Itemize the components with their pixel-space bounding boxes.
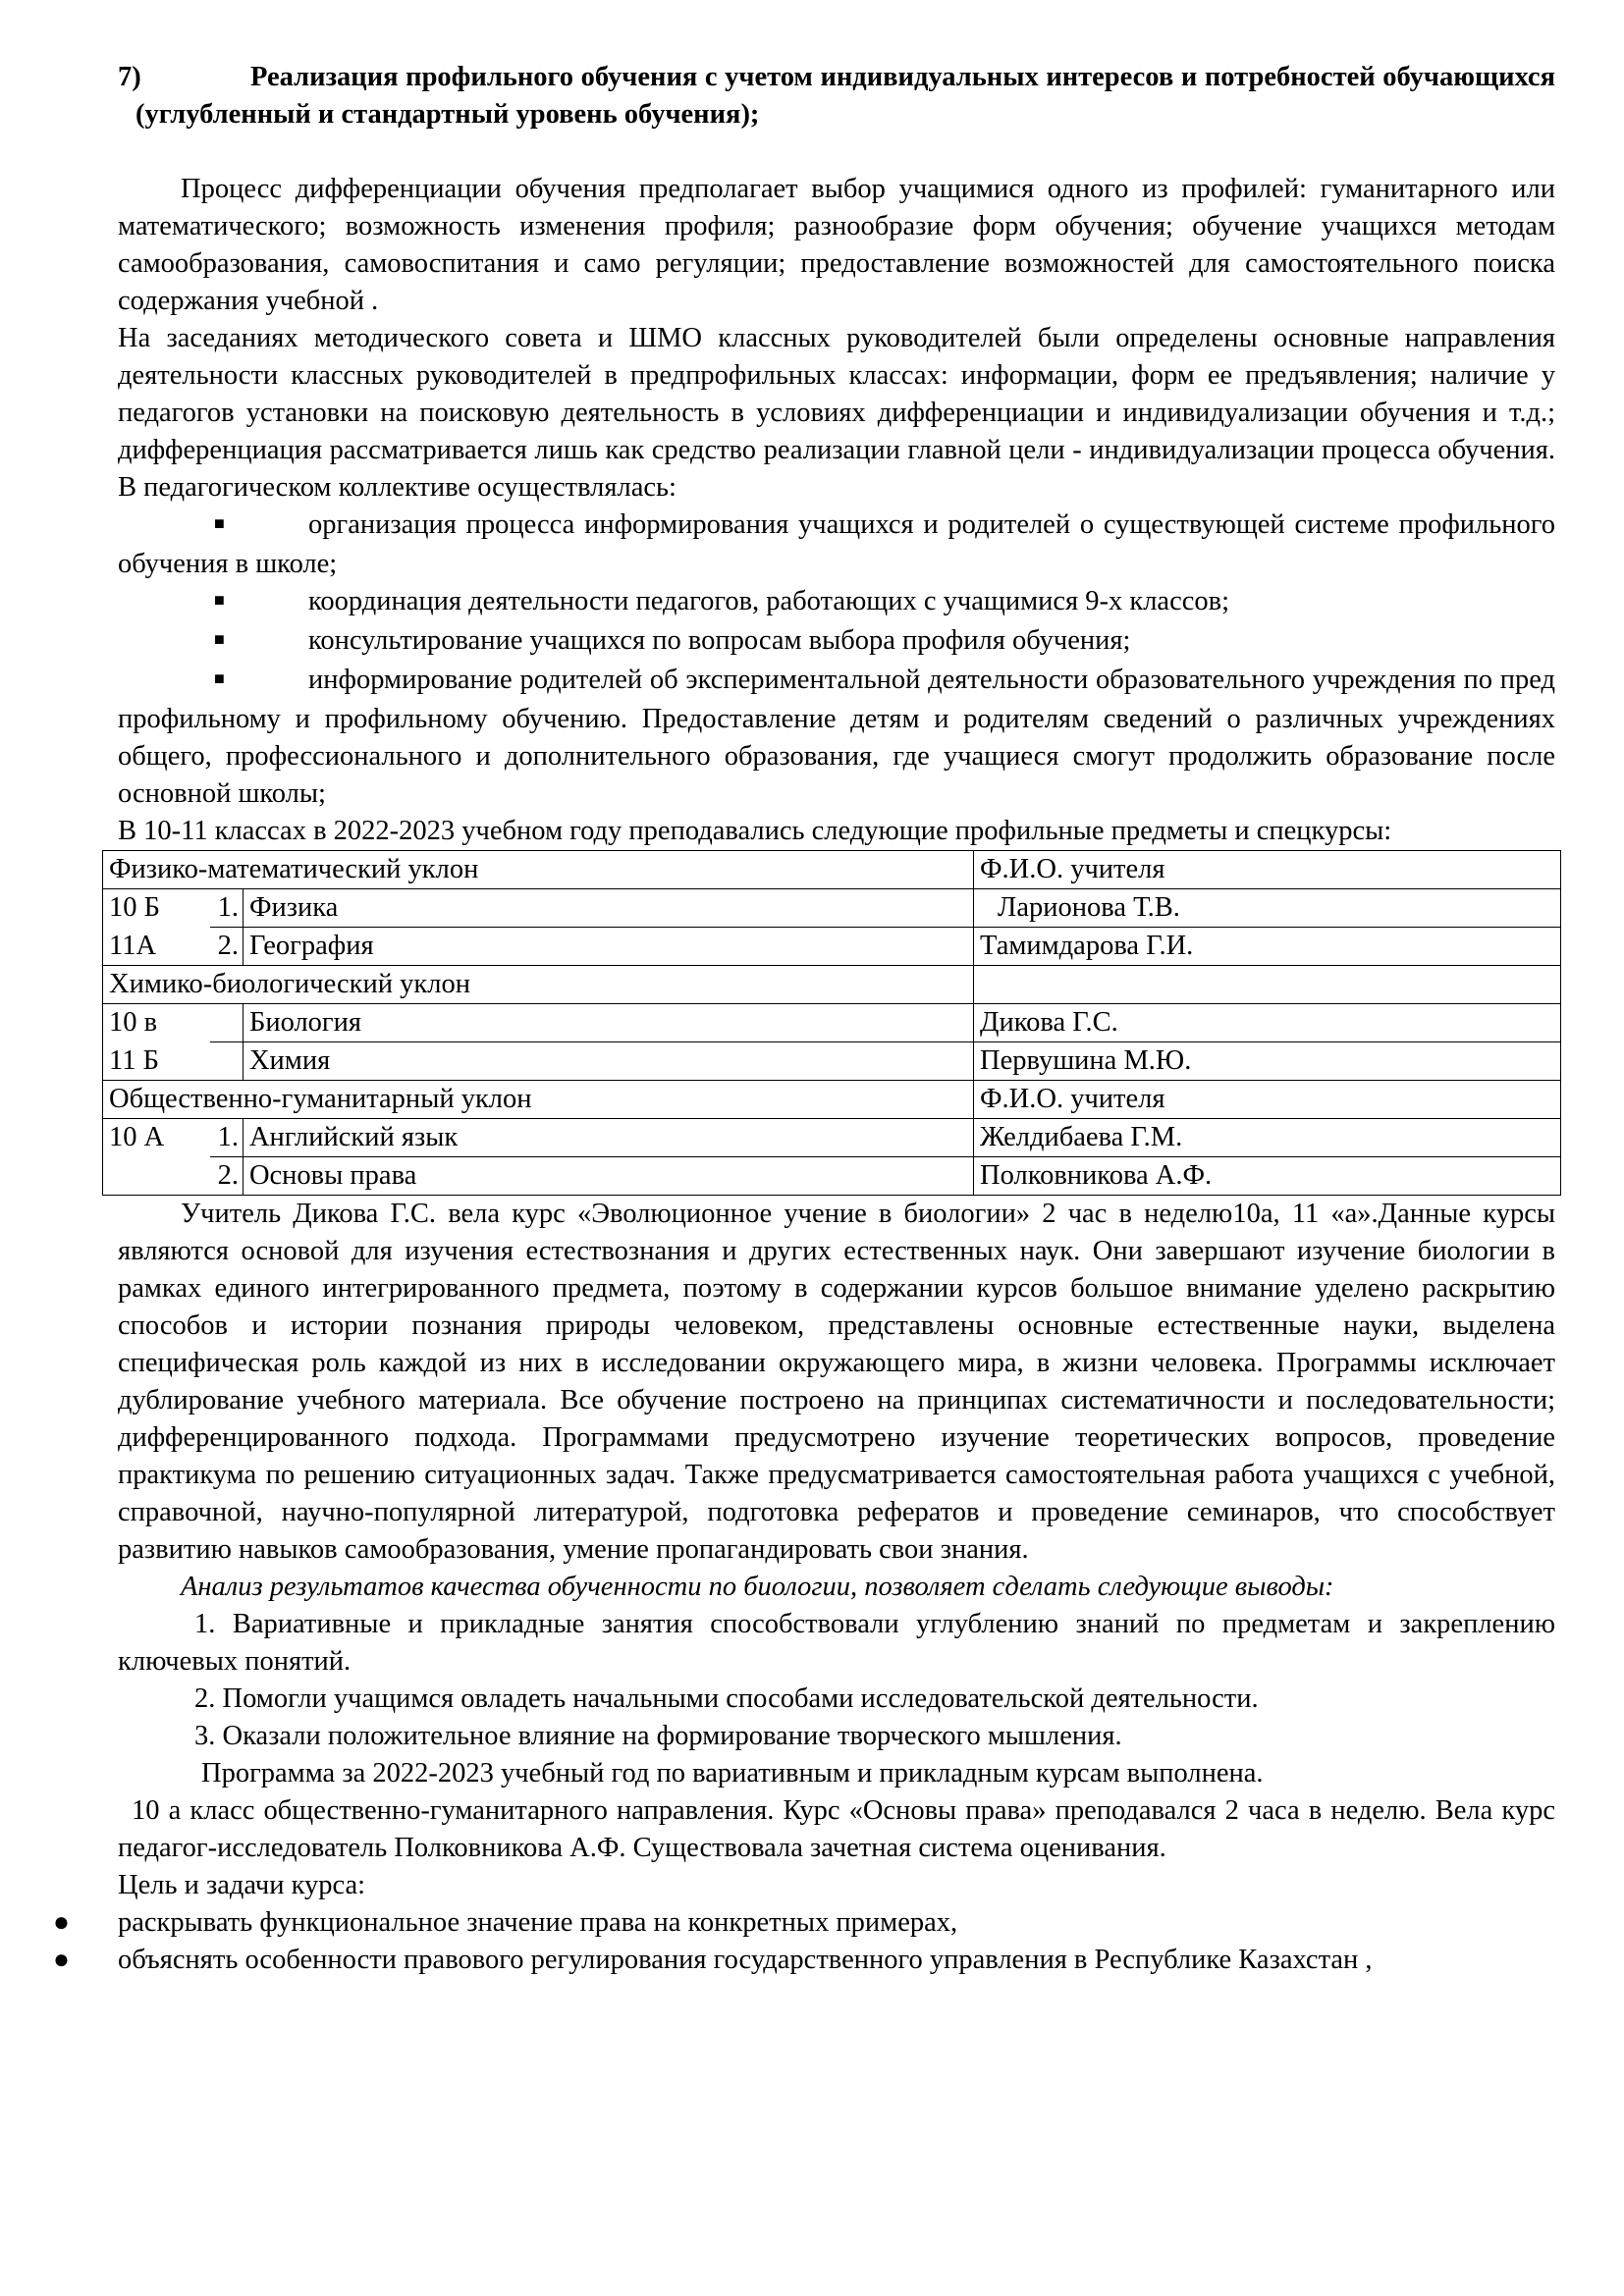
row-number bbox=[210, 1042, 244, 1081]
numbered-item: 1. Вариативные и прикладные занятия способствовали углублению знаний по предметам и закреплению ключевых понятий. bbox=[118, 1609, 1555, 1677]
class-cell bbox=[103, 1157, 210, 1196]
table-row bbox=[103, 1119, 1561, 1157]
teacher-cell: Желдибаева Г.М. bbox=[974, 1119, 1561, 1157]
class-cell: 10 А bbox=[103, 1119, 210, 1157]
section-number: 7) bbox=[118, 62, 141, 92]
class-cell: 11 Б bbox=[103, 1042, 210, 1081]
row-number: 2. bbox=[210, 928, 244, 966]
teacher-cell: Тамимдарова Г.И. bbox=[974, 928, 1561, 966]
teacher-header: Ф.И.О. учителя bbox=[974, 851, 1561, 889]
bullet-item: ■ организация процесса информирования учащихся и родителей о существующей системе профильного обучения в школе; bbox=[118, 507, 1555, 583]
paragraph-law-course: 10 а класс общественно-гуманитарного направления. Курс «Основы права» преподавался 2 часа в неделю. Вела курс педагог-исследователь Полковникова А.Ф. Существовала зачетная система оценивания. bbox=[118, 1795, 1555, 1863]
section-physmath: Физико-математический уклон bbox=[103, 851, 974, 889]
paragraph-program-completed: Программа за 2022-2023 учебный год по вариативным и прикладным курсам выполнена. bbox=[201, 1758, 1264, 1789]
round-bullet-icon: ● bbox=[53, 1907, 70, 1938]
table-row bbox=[103, 889, 1561, 928]
section-socialhum: Общественно-гуманитарный уклон bbox=[103, 1081, 974, 1119]
spacer bbox=[118, 133, 1555, 171]
bullet-item: ■ консультирование учащихся по вопросам выбора профиля обучения; bbox=[118, 622, 1555, 662]
paragraph-biology-course: Учитель Дикова Г.С. вела курс «Эволюционное учение в биологии» 2 час в неделю10а, 11 «а».Данные курсы являются основой для изучения естествознания и других естественных наук. Они завершают изучение биологии в рамках единого интегрированного предмета, поэтому в содержании курсов большое внимание уделено раскрытию способов и истории познания природы человеком, представлены основные естественные науки, выделена специфическая роль каждой из них в исследовании окружающего мира, в жизни человека. Программы исключает дублирование учебного материала. Все обучение построено на принципах систематичности и последовательности; дифференцированного подхода. Программами предусмотрено изучение теоретических вопросов, проведение практикума по решению ситуационных задач. Также предусматривается самостоятельная работа учащихся с учебной, справочной, научно-популярной литературой, подготовка рефератов и проведение семинаров, что способствует развитию навыков самообразования, умение пропагандировать свои знания. bbox=[118, 1199, 1555, 1565]
subject-cell: Английский язык bbox=[243, 1119, 973, 1157]
paragraph-goals: Цель и задачи курса: bbox=[118, 1870, 366, 1900]
list-item: ● раскрывать функциональное значение права на конкретных примерах, bbox=[118, 1904, 1555, 1942]
paragraph-methodical-council: На заседаниях методического совета и ШМО классных руководителей были определены основные направления деятельности классных руководителей в предпрофильных классах: информации, форм ее предъявления; наличие у педагогов установки на поисковую деятельность в условиях дифференциации и индивидуализации обучения и т.д.; дифференциация рассматривается лишь как средство реализации главной цели - индивидуализации процесса обучения. В педагогическом коллективе осуществлялась: bbox=[118, 323, 1555, 503]
numbered-item: 3. Оказали положительное влияние на формирование творческого мышления. bbox=[194, 1721, 1122, 1751]
table-row bbox=[103, 1004, 1561, 1042]
square-bullet-icon: ■ bbox=[214, 668, 225, 688]
square-bullet-icon: ■ bbox=[214, 513, 225, 533]
row-number: 1. bbox=[210, 889, 244, 928]
list-item: ● объяснять особенности правового регулирования государственного управления в Республике Казахстан , bbox=[118, 1942, 1555, 1979]
section-chembio: Химико-биологический уклон bbox=[103, 966, 974, 1004]
row-number bbox=[210, 1004, 244, 1042]
teacher-cell: Ларионова Т.В. bbox=[974, 889, 1561, 928]
subject-cell: Основы права bbox=[243, 1157, 973, 1196]
square-bullet-icon: ■ bbox=[214, 590, 225, 610]
paragraph-analysis: Анализ результатов качества обученности по биологии, позволяет сделать следующие выводы: bbox=[181, 1572, 1334, 1602]
subject-cell: Физика bbox=[243, 889, 973, 928]
paragraph-subjects-intro: В 10-11 классах в 2022-2023 учебном году преподавались следующие профильные предметы и спецкурсы: bbox=[118, 816, 1392, 846]
class-cell: 11А bbox=[103, 928, 210, 966]
section-title: Реализация профильного обучения с учетом индивидуальных интересов и потребностей обучающихся (углубленный и стандартный уровень обучения); bbox=[135, 62, 1555, 130]
subject-cell: Биология bbox=[243, 1004, 973, 1042]
square-bullet-icon: ■ bbox=[214, 629, 225, 649]
teacher-cell: Дикова Г.С. bbox=[974, 1004, 1561, 1042]
class-cell: 10 в bbox=[103, 1004, 210, 1042]
numbered-item: 2. Помогли учащимся овладеть начальными способами исследовательской деятельности. bbox=[194, 1683, 1259, 1714]
round-bullet-icon: ● bbox=[53, 1945, 70, 1975]
goals-list bbox=[53, 1904, 1555, 1979]
teacher-cell: Полковникова А.Ф. bbox=[974, 1157, 1561, 1196]
row-number: 1. bbox=[210, 1119, 244, 1157]
table-row bbox=[103, 1081, 1561, 1119]
bullet-item: ■ информирование родителей об экспериментальной деятельности образовательного учреждения по пред профильному и профильному обучению. Предоставление детям и родителям сведений о различных учреждениях общего, профессионального и дополнительного образования, где учащиеся смогут продолжить образование после основной школы; bbox=[118, 662, 1555, 813]
table-row bbox=[103, 1042, 1561, 1081]
teacher-header-empty bbox=[974, 966, 1561, 1004]
subject-cell: Химия bbox=[243, 1042, 973, 1081]
paragraph-intro: Процесс дифференциации обучения предполагает выбор учащимися одного из профилей: гуманитарного или математического; возможность изменения профиля; разнообразие форм обучения; обучение учащихся методам самообразования, самовоспитания и само регуляции; предоставление возможностей для самостоятельного поиска содержания учебной . bbox=[118, 174, 1555, 316]
bullet-item: ■ координация деятельности педагогов, работающих с учащимися 9-х классов; bbox=[118, 583, 1555, 622]
row-number: 2. bbox=[210, 1157, 244, 1196]
table-row bbox=[103, 851, 1561, 889]
table-row bbox=[103, 928, 1561, 966]
class-cell: 10 Б bbox=[103, 889, 210, 928]
subject-cell: География bbox=[243, 928, 973, 966]
teacher-header: Ф.И.О. учителя bbox=[974, 1081, 1561, 1119]
teacher-cell: Первушина М.Ю. bbox=[974, 1042, 1561, 1081]
section-heading bbox=[118, 59, 1555, 133]
profile-subjects-table bbox=[102, 850, 1561, 1196]
table-row bbox=[103, 1157, 1561, 1196]
table-row bbox=[103, 966, 1561, 1004]
